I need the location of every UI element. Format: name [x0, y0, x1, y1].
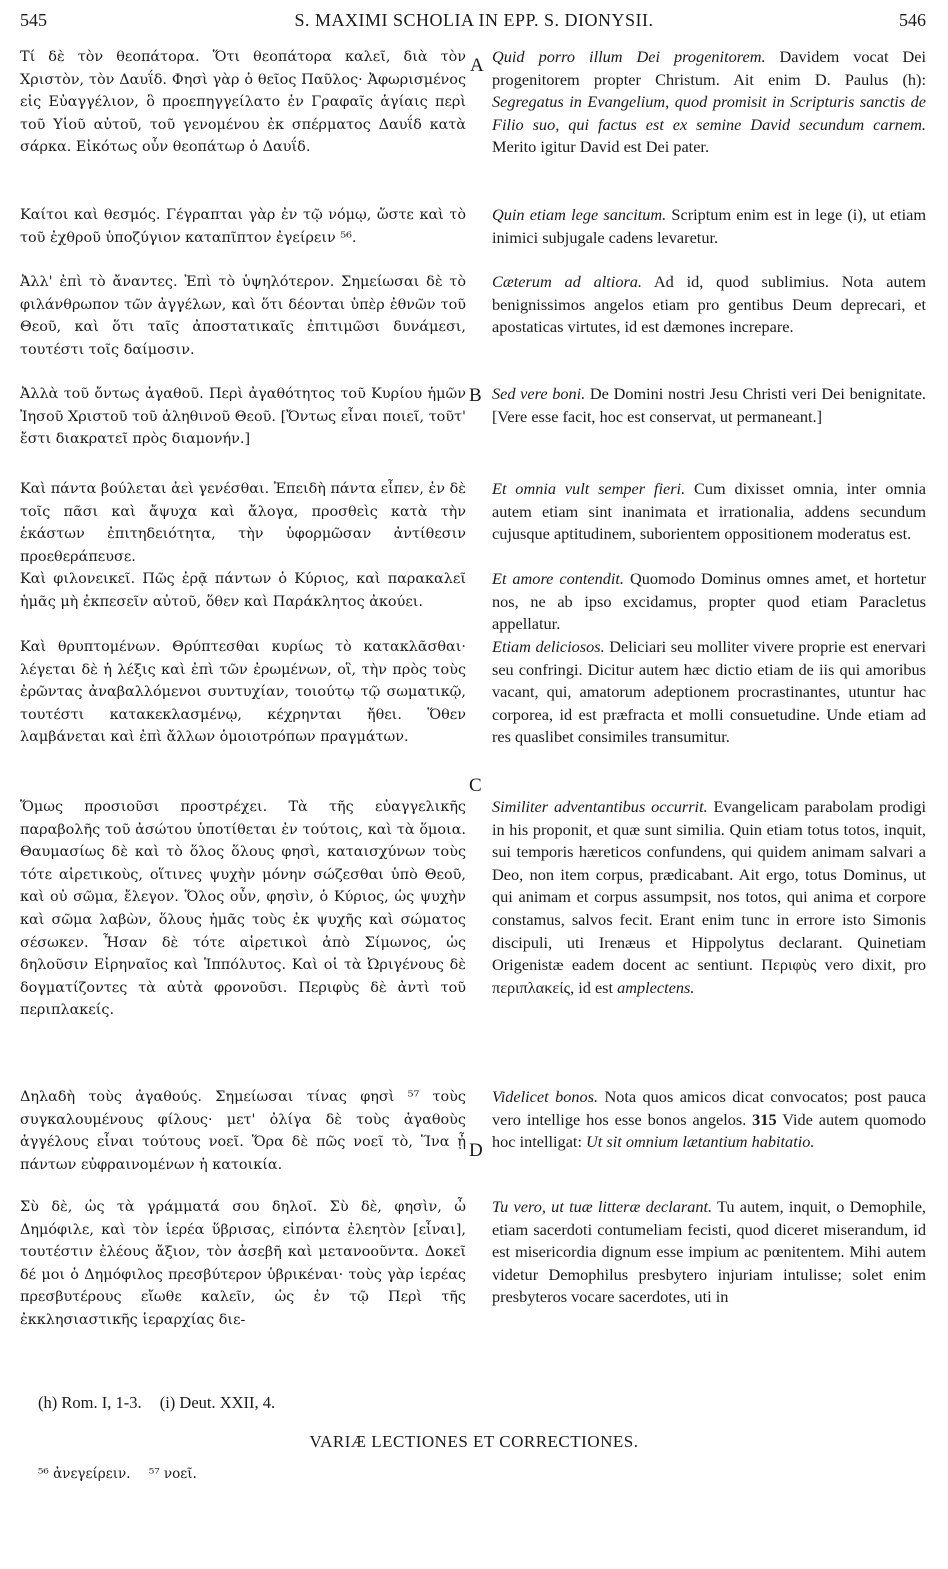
- greek-paragraph: Δηλαδὴ τοὺς ἀγαθούς. Σημείωσαι τίνας φησὶ ⁵⁷ τοὺς συγκαλουμένους φίλους· μετ' ὀλίγα δὲ τοὺς ἀγαθοὺς ἀγγέλους εἶναι τούτους νοεῖ. Ὅρα δὲ πῶς νοεῖ τὸ, Ἵνα ᾖ πάντων εὐφραινομένων ἡ κατοικία.: [20, 1089, 466, 1173]
- latin-paragraph: Quid porro illum Dei progenitorem. Davidem vocat Dei progenitorem propter Christum. Ait enim D. Paulus (h): Segregatus in Evangelium, quod promisit in Scripturis sanctis de Filio suo, qui factus est ex semine David secundum carnem. Merito igitur David est Dei pater.: [492, 47, 927, 157]
- footnotes: [38, 1393, 289, 1413]
- latin-paragraph: Similiter adventantibus occurrit. Evangelicam parabolam prodigi in his proponit, et quæ sunt similia. Quin etiam totus totos, inquit, sui temporis hæreticos confundens, qui quidem animam salvari a Deo, non item corpus, prædicabant. Ait ergo, totus Dominus, ut qui animam et corpus assumpsit, nos totos, qui anima et corpore constamus, salvos fecit. Erant enim tunc in errore isto Simonis discipuli, uti Irenæus et Hippolytus declarant. Quinetiam Origenistæ eadem docent ac sentiunt. Περιφὺς vero dixit, pro περιπλακείς, id est amplectens.: [492, 797, 927, 997]
- greek-paragraph: Τί δὲ τὸν θεοπάτορα. Ὅτι θεοπάτορα καλεῖ, διὰ τὸν Χριστὸν, τὸν Δαυΐδ. Φησὶ γὰρ ὁ θεῖος Παῦλος· Ἀφωρισμένος εἰς Εὐαγγέλιον, ὃ προεπηγγείλατο ἐν Γραφαῖς ἁγίαις περὶ τοῦ Υἱοῦ αὐτοῦ, τοῦ γενομένου ἐκ σπέρματος Δαυΐδ κατὰ σάρκα. Εἰκότως οὖν θεοπάτωρ ὁ Δαυΐδ.: [20, 49, 466, 156]
- migne-column-number: 315: [752, 1109, 777, 1129]
- margin-letter-b: B: [469, 385, 482, 406]
- greek-paragraph: Καὶ πάντα βούλεται ἀεὶ γενέσθαι. Ἐπειδὴ πάντα εἶπεν, ἐν δὲ τοῖς πᾶσι καὶ ἄψυχα καὶ ἄλογα, προσθεὶς κατὰ τὴν ἑκάστων ἐπιτηδειότητα, τὴν ὑφορμῶσαν ἀντίθεσιν προεθεράπευσε.: [20, 481, 466, 565]
- lemma: Et amore contendit.: [492, 569, 625, 588]
- lemma: Etiam deliciosos.: [492, 637, 605, 656]
- lemma: Quid porro illum Dei progenitorem.: [492, 47, 766, 66]
- greek-paragraph: Καίτοι καὶ θεσμός. Γέγραπται γὰρ ἐν τῷ νόμῳ, ὥστε καὶ τὸ τοῦ ἐχθροῦ ὑποζύγιον καταπῖπτον ἐγείρειν ⁵⁶.: [20, 207, 466, 246]
- lemma: Quin etiam lege sancitum.: [492, 205, 667, 224]
- greek-column: [20, 46, 466, 1332]
- lemma: Videlicet bonos.: [492, 1087, 599, 1106]
- greek-paragraph: Ἀλλὰ τοῦ ὄντως ἀγαθοῦ. Περὶ ἀγαθότητος τοῦ Κυρίου ἡμῶν Ἰησοῦ Χριστοῦ τοῦ ἀληθινοῦ Θεοῦ. [Ὄντως εἶναι ποιεῖ, τοῦτ' ἔστι διακρατεῖ πρὸς διαμονήν.]: [20, 386, 466, 448]
- latin-paragraph: Etiam deliciosos. Deliciari seu molliter vivere proprie est enervari seu confringi. Dicitur autem hæc dictio etiam de iis qui amoribus vacant, qui, amatorum adeptionem procrastinantes, utuntur hac corporea, id est præfracta et molli consuetudine. Unde etiam ad res quaslibet consimiles transumitur.: [492, 637, 926, 747]
- latin-paragraph: Cæterum ad altiora. Ad id, quod sublimius. Nota autem benignissimos angelos etiam pro gentibus Deum deprecari, et apostaticas virtutes, id est dæmones increpare.: [492, 272, 927, 337]
- lemma: Segregatus in Evangelium, quod promisit in Scripturis sanctis de Filio suo, qui factus est ex semine David secundum carnem.: [492, 92, 926, 134]
- lemma: Cæterum ad altiora.: [492, 272, 643, 291]
- greek-paragraph: Καὶ φιλονεικεῖ. Πῶς ἐρᾷ πάντων ὁ Κύριος, καὶ παρακαλεῖ ἡμᾶς μὴ ἐκπεσεῖν αὐτοῦ, ὅθεν καὶ Παράκλητος ἀκούει.: [20, 571, 466, 610]
- lemma: Ut sit omnium lætantium habitatio.: [586, 1132, 815, 1152]
- latin-paragraph: Sed vere boni. De Domini nostri Jesu Christi veri Dei benignitate. [Vere esse facit, hoc est conservat, ut permaneant.]: [492, 384, 926, 426]
- page-number-left: 545: [20, 10, 47, 30]
- margin-letter-c: C: [469, 775, 482, 796]
- greek-paragraph: Ἀλλ' ἐπὶ τὸ ἄναντες. Ἐπὶ τὸ ὑψηλότερον. Σημείωσαι δὲ τὸ φιλάνθρωπον τῶν ἀγγέλων, καὶ ὅτι δέονται ὑπὲρ ἐθνῶν τοῦ Θεοῦ, καὶ ὅτι ταῖς ἀποστατικαῖς ἐπιτιμῶσι δυνάμεσι, τουτέστι τοῖς δαίμοσιν.: [20, 274, 466, 358]
- variae-lectiones-title: VARIÆ LECTIONES ET CORRECTIONES.: [309, 1432, 639, 1451]
- variant-reading: ⁵⁶ ἀνεγείρειν.: [38, 1466, 131, 1482]
- page-header: [0, 10, 948, 36]
- margin-letter-d: D: [469, 1140, 483, 1161]
- lemma: Similiter adventantibus occurrit.: [492, 797, 708, 816]
- page-number-right: 546: [899, 10, 926, 30]
- latin-paragraph: Et omnia vult semper fieri. Cum dixisset omnia, inter omnia autem etiam sint inanimata et irrationalia, addens secundum cujusque aptitudinem, suborientem oppositionem moderatus est.: [492, 479, 927, 544]
- lemma: amplectens.: [617, 977, 695, 997]
- latin-column: [492, 46, 926, 1309]
- greek-paragraph: Καὶ θρυπτομένων. Θρύπτεσθαι κυρίως τὸ κατακλᾶσθαι· λέγεται δὲ ἡ λέξις καὶ ἐπὶ τῶν ἐρωμένων, οἳ, τὴν πρὸς τοὺς ἐρῶντας ἀναβαλλόμενοι συντυχίαν, τοιούτῳ τῷ σωματικῷ, τουτέστι κατακεκλασμένῳ, κέχρηνται ἤθει. Ὅθεν λαμβάνεται καὶ ἐπὶ ἄλλων ὁμοιοτρόπων πραγμάτων.: [20, 639, 466, 746]
- running-title: S. MAXIMI SCHOLIA IN EPP. S. DIONYSII.: [294, 10, 654, 30]
- latin-paragraph: Videlicet bonos. Nota quos amicos dicat convocatos; post pauca vero intellige hos esse bonos angelos. 315 Vide autem quomodo hoc intelligat: Ut sit omnium lætantium habitatio.: [492, 1087, 926, 1152]
- latin-paragraph: Quin etiam lege sancitum. Scriptum enim est in lege (i), ut etiam inimici subjugale cadens levaretur.: [492, 205, 926, 247]
- variant-reading: ⁵⁷ νοεῖ.: [148, 1466, 197, 1482]
- latin-paragraph: Et amore contendit. Quomodo Dominus omnes amet, et hortetur nos, ne ab ipso excidamus, propter quod etiam Paracletus appellatur.: [492, 569, 926, 634]
- lemma: Tu vero, ut tuæ litteræ declarant.: [492, 1197, 713, 1216]
- greek-paragraph: Σὺ δὲ, ὡς τὰ γράμματά σου δηλοῖ. Σὺ δὲ, φησὶν, ὦ Δημόφιλε, καὶ τὸν ἱερέα ὕβρισας, εἰπόντα ἐλεητὸν [εἶναι], τουτέστιν ἐλέους ἄξιον, τὸν ἀσεβῆ καὶ μετανοοῦντα. Δοκεῖ δέ μοι ὁ Δημόφιλος πρεσβύτερον ὑβρικέναι· τοὺς γὰρ ἱερέας πρεσβυτέρους εἴωθε καλεῖν, ὡς ἐν τῷ Περὶ τῆς ἐκκλησιαστικῆς ἱεραρχίας διε-: [20, 1199, 466, 1328]
- lemma: Sed vere boni.: [492, 384, 586, 403]
- latin-paragraph: Tu vero, ut tuæ litteræ declarant. Tu autem, inquit, o Demophile, etiam sacerdoti contumeliam fecisti, quod diceret miserandum, id est misericordia dignum esse impium ac pœnitentem. Mihi autem videtur Demophilus presbytero injuriam intulisse; solet enim presbyteros vocare sacerdotes, uti in: [492, 1197, 926, 1307]
- greek-paragraph: Ὅμως προσιοῦσι προστρέχει. Τὰ τῆς εὐαγγελικῆς παραβολῆς τοῦ ἀσώτου ὑποτίθεται ἐν τούτοις, καὶ τὰ ὅμοια. Θαυμασίως δὲ καὶ τὸ ὅλος ὅλους φησὶ, καταισχύνων τοὺς τότε αἱρετικοὺς, οἵτινες ψυχὴν μόνην σώζεσθαι ὑπὸ Θεοῦ, καὶ οὐ σῶμα, ἔλεγον. Ὅλος οὖν, φησὶν, ὁ Κύριος, ὡς ψυχὴν καὶ σῶμα λαβὼν, ὅλους ἡμᾶς τοὺς ἐκ ψυχῆς καὶ σώματος σέσωκεν. Ἦσαν δὲ τότε αἱρετικοὶ ἀπὸ Σίμωνος, ὡς δηλοῦσιν Εἰρηναῖος καὶ Ἱππόλυτος. Καὶ οἱ τὰ Ὠριγένους δὲ δογματίζοντες τὰ αὐτὰ φρονοῦσι. Περιφὺς δὲ ἀντὶ τοῦ περιπλακείς.: [20, 799, 466, 1019]
- margin-letter-a: A: [470, 55, 484, 76]
- lemma: Et omnia vult semper fieri.: [492, 479, 686, 498]
- footnote: (i) Deut. XXII, 4.: [159, 1393, 276, 1412]
- footnote: (h) Rom. I, 1-3.: [38, 1393, 142, 1412]
- variae-lectiones: [38, 1466, 211, 1482]
